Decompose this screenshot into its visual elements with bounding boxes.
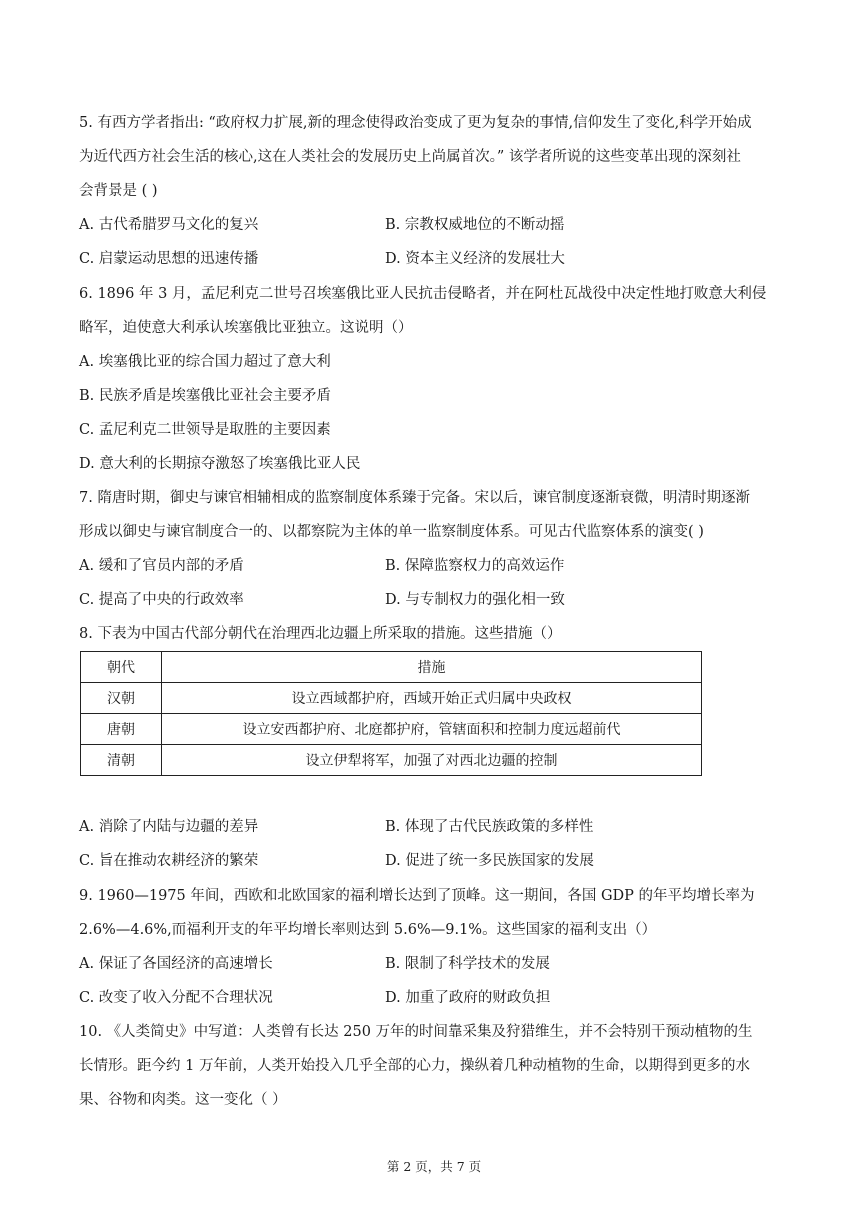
page-number: 第 2 页，共 7 页 xyxy=(386,1159,482,1174)
option-d[interactable]: D. 资本主义经济的发展壮大 xyxy=(385,251,565,267)
option-a[interactable]: A. 埃塞俄比亚的综合国力超过了意大利 xyxy=(79,354,331,370)
question-9-options xyxy=(79,947,791,1015)
question-line: 7. 隋唐时期，御史与谏官相辅相成的监察制度体系臻于完备。宋以后，谏官制度逐渐衰微，明清时期逐渐 xyxy=(79,490,750,506)
question-5-stem xyxy=(79,106,791,208)
table-cell-dynasty: 清朝 xyxy=(81,745,162,776)
question-line: 5. 有西方学者指出: “政府权力扩展,新的理念使得政治变成了更为复杂的事情,信仰发生了变化,科学开始成 xyxy=(79,115,752,131)
question-9-stem xyxy=(79,879,791,947)
question-line: 长情形。距今约 1 万年前，人类开始投入几乎全部的心力，操纵着几种动植物的生命，以期得到更多的水 xyxy=(79,1058,750,1074)
option-b[interactable]: B. 保障监察权力的高效运作 xyxy=(385,558,565,574)
option-d[interactable]: D. 加重了政府的财政负担 xyxy=(385,990,551,1006)
question-line: 6. 1896 年 3 月，孟尼利克二世号召埃塞俄比亚人民抗击侵略者，并在阿杜瓦战役中决定性地打败意大利侵 xyxy=(79,286,767,302)
question-7-options xyxy=(79,549,791,617)
question-line: 为近代西方社会生活的核心,这在人类社会的发展历史上尚属首次。” 该学者所说的这些变革出现的深刻社 xyxy=(79,149,741,165)
question-10-stem xyxy=(79,1015,791,1117)
table-cell-measure: 设立伊犁将军，加强了对西北边疆的控制 xyxy=(162,745,702,776)
option-b[interactable]: B. 宗教权威地位的不断动摇 xyxy=(385,217,565,233)
option-d[interactable]: D. 促进了统一多民族国家的发展 xyxy=(385,853,594,869)
option-d[interactable]: D. 与专制权力的强化相一致 xyxy=(385,592,565,608)
option-d[interactable]: D. 意大利的长期掠夺激怒了埃塞俄比亚人民 xyxy=(79,456,361,472)
option-a[interactable]: A. 古代希腊罗马文化的复兴 xyxy=(79,217,259,233)
table-row xyxy=(81,683,702,714)
option-a[interactable]: A. 保证了各国经济的高速增长 xyxy=(79,956,273,972)
table-cell-measure: 设立安西都护府、北庭都护府，管辖面积和控制力度远超前代 xyxy=(162,714,702,745)
question-8-stem xyxy=(79,617,791,651)
option-c[interactable]: C. 孟尼利克二世领导是取胜的主要因素 xyxy=(79,422,331,438)
table-row xyxy=(81,745,702,776)
question-line: 10. 《人类简史》中写道：人类曾有长达 250 万年的时间靠采集及狩猎维生，并不会特别干预动植物的生 xyxy=(79,1024,753,1040)
option-b[interactable]: B. 体现了古代民族政策的多样性 xyxy=(385,819,594,835)
option-b[interactable]: B. 限制了科学技术的发展 xyxy=(385,956,550,972)
table-header-dynasty: 朝代 xyxy=(81,652,162,683)
question-5-options xyxy=(79,208,791,276)
option-a[interactable]: A. 缓和了官员内部的矛盾 xyxy=(79,558,244,574)
table-cell-dynasty: 唐朝 xyxy=(81,714,162,745)
table-header-measures: 措施 xyxy=(162,652,702,683)
question-line: 会背景是 ( ) xyxy=(79,183,158,199)
option-c[interactable]: C. 改变了收入分配不合理状况 xyxy=(79,990,273,1006)
option-b[interactable]: B. 民族矛盾是埃塞俄比亚社会主要矛盾 xyxy=(79,388,331,404)
question-8-options xyxy=(79,810,791,878)
option-c[interactable]: C. 启蒙运动思想的迅速传播 xyxy=(79,251,259,267)
question-line: 2.6%—4.6%,而福利开支的年平均增长率则达到 5.6%—9.1%。这些国家的福利支出（） xyxy=(79,922,657,938)
dynasty-measures-table xyxy=(80,651,702,776)
question-line: 形成以御史与谏官制度合一的、以都察院为主体的单一监察制度体系。可见古代监察体系的演变( ) xyxy=(79,524,704,540)
table-header-row xyxy=(81,652,702,683)
question-line: 9. 1960—1975 年间，西欧和北欧国家的福利增长达到了顶峰。这一期间，各国 GDP 的年平均增长率为 xyxy=(79,888,755,904)
option-c[interactable]: C. 旨在推动农耕经济的繁荣 xyxy=(79,853,259,869)
question-line: 果、谷物和肉类。这一变化（ ） xyxy=(79,1092,287,1108)
table-cell-measure: 设立西域都护府，西域开始正式归属中央政权 xyxy=(162,683,702,714)
table-cell-dynasty: 汉朝 xyxy=(81,683,162,714)
question-6-stem xyxy=(79,277,791,345)
question-line: 8. 下表为中国古代部分朝代在治理西北边疆上所采取的措施。这些措施（） xyxy=(79,626,562,642)
table-row xyxy=(81,714,702,745)
question-6-options xyxy=(79,345,791,481)
question-line: 略军，迫使意大利承认埃塞俄比亚独立。这说明（） xyxy=(79,320,413,336)
question-7-stem xyxy=(79,481,791,549)
option-c[interactable]: C. 提高了中央的行政效率 xyxy=(79,592,244,608)
option-a[interactable]: A. 消除了内陆与边疆的差异 xyxy=(79,819,259,835)
